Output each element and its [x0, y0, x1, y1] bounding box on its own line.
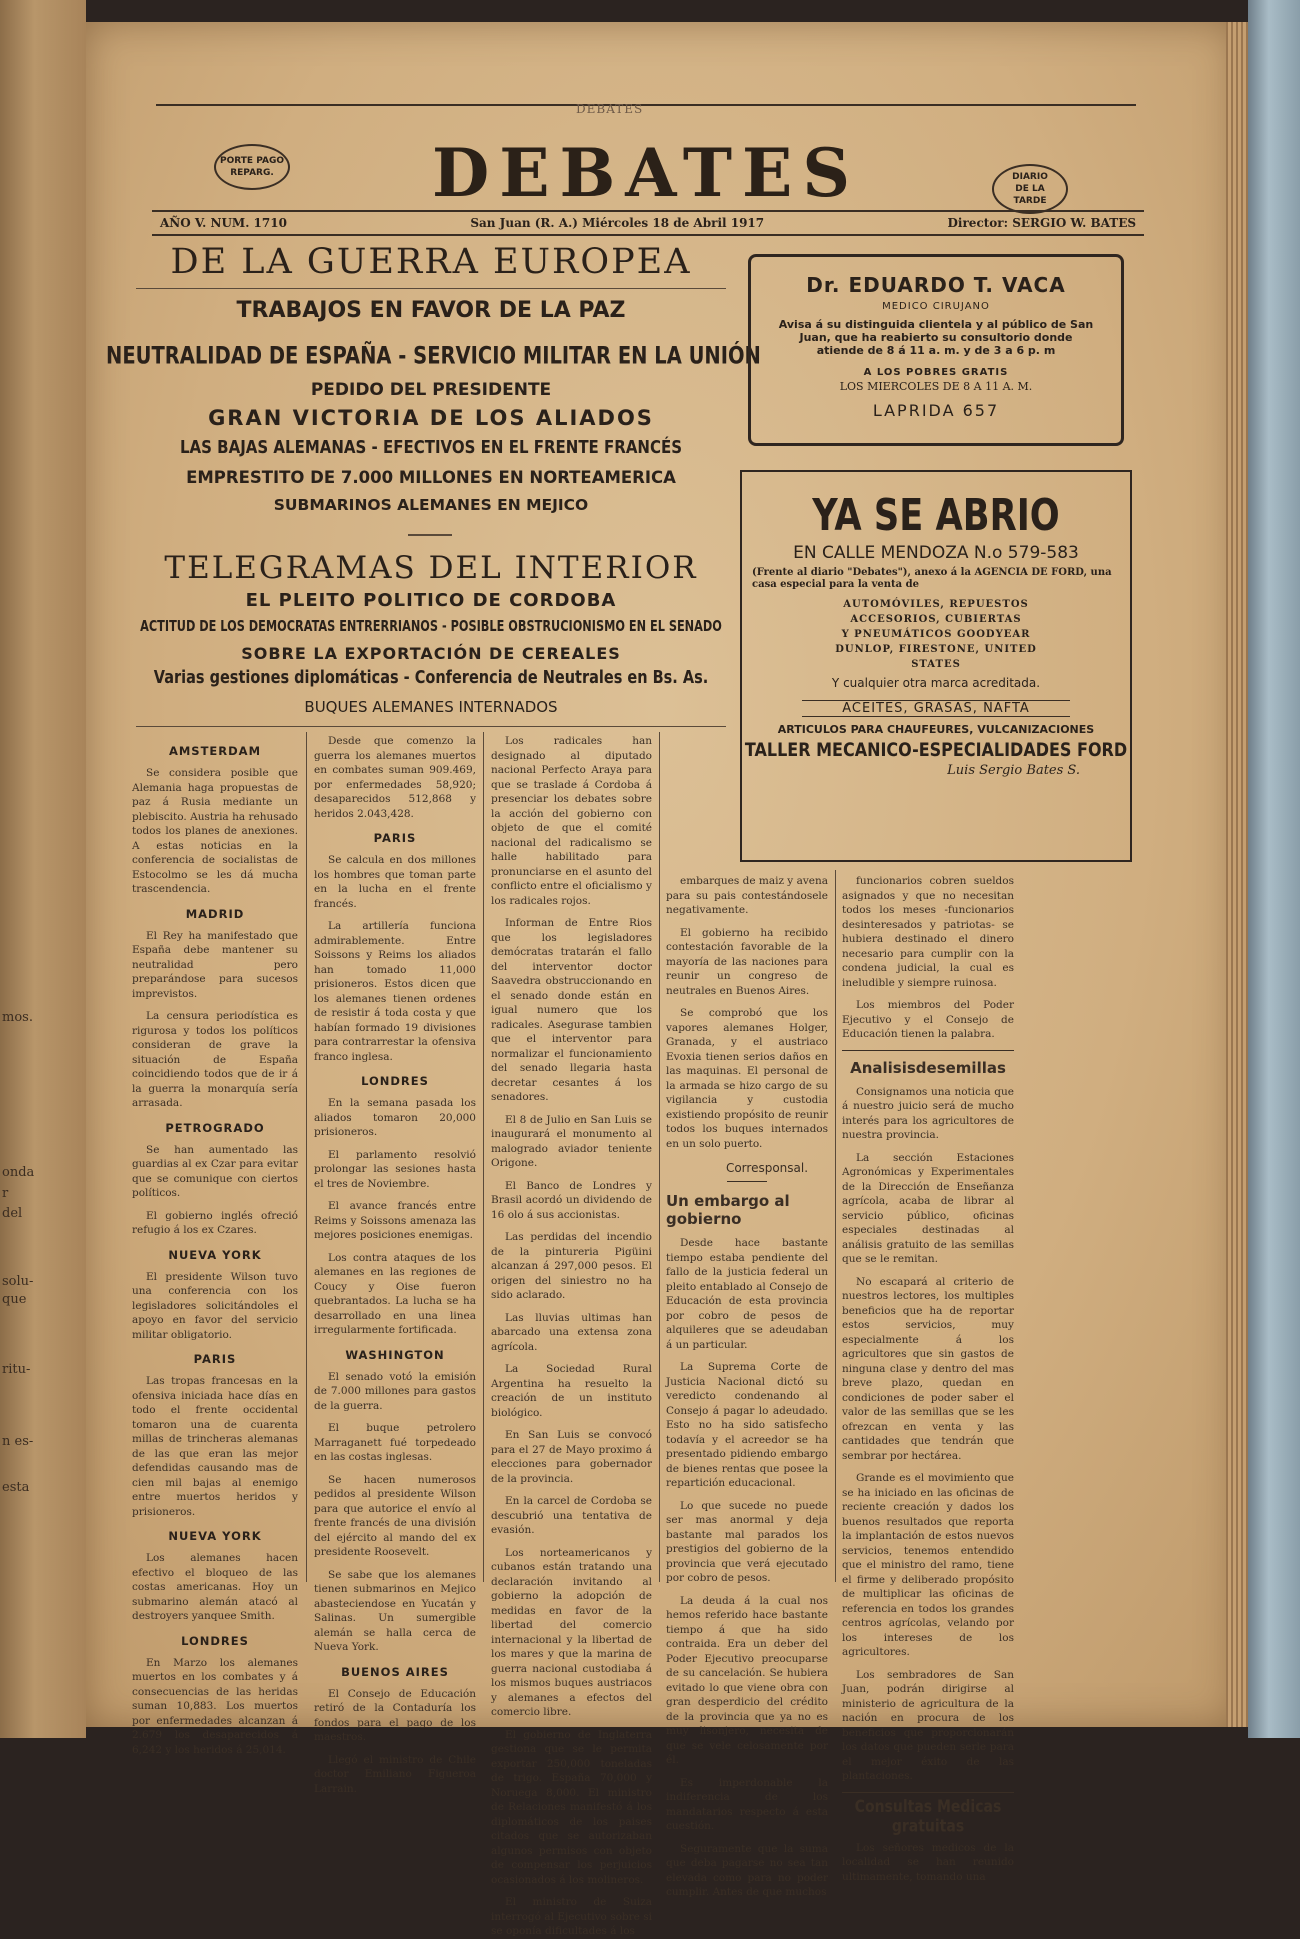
- margin-fragment: mos.: [2, 1010, 33, 1025]
- article-paragraph: Lo que sucede no puede ser mas anormal y deja bastante mal parados los prestigios del gobierno de la provincia que verá ejecutado por cobro de pesos.: [666, 1499, 828, 1584]
- war-subhead: NEUTRALIDAD DE ESPAÑA - SERVICIO MILITAR EN LA UNIÓN: [106, 341, 761, 370]
- ad-signature: Luis Sergio Bates S.: [947, 763, 1080, 778]
- section-heading: MADRID: [185, 906, 245, 921]
- margin-fragment: onda: [2, 1165, 35, 1180]
- article-paragraph: El Rey ha manifestado que España debe mantener su neutralidad pero preparándose para sucesos imprevistos.: [132, 929, 298, 1000]
- margin-fragment: n es-: [2, 1434, 34, 1449]
- divider: [842, 1792, 1014, 1793]
- column-1: [132, 734, 298, 1756]
- section-heading: WASHINGTON: [345, 1347, 445, 1362]
- article-paragraph: La censura periodística es rigurosa y todos los políticos consideran de grave la situación de España coincidiendo todos que de ir á la guerra la monarquía sería arrasada.: [132, 1010, 298, 1109]
- ford-agency-ad: [740, 470, 1132, 862]
- doctor-address: LAPRIDA 657: [872, 401, 1000, 420]
- margin-fragment: r: [2, 1186, 9, 1201]
- section-heading: NUEVA YORK: [168, 1529, 262, 1543]
- article-paragraph: El 8 de Julio en San Luis se inaugurará el monumento al malogrado aviador teniente Origone.: [491, 1113, 652, 1169]
- section-heading: LONDRES: [361, 1074, 429, 1088]
- article-paragraph: Se sabe que los alemanes tienen submarinos en Mejico abasteciendose en Yucatán y Salinas. Un sumergible alemán se halla cerca de Nueva York.: [314, 1568, 476, 1653]
- war-subhead: EMPRESTITO DE 7.000 MILLONES EN NORTEAMERICA: [186, 468, 676, 487]
- article-paragraph: Seguramente que la suma que deba pagarse no sea tan elevada como para no poder cumplir. Antes de que muchos: [666, 1842, 828, 1898]
- article-paragraph: Las tropas francesas en la ofensiva iniciada hace días en todo el frente occidental tomaron una de cuarenta millas de trincheras alemanas de las que eran las mejor defendidas causando mas de cien mil bajas al enemigo entre muertos heridos y prisioneros.: [132, 1375, 298, 1518]
- interior-subhead: SOBRE LA EXPORTACIÓN DE CEREALES: [241, 644, 621, 663]
- article-paragraph: Las perdidas del incendio de la pintureria Pigüini alcanzan á 297,000 pesos. El origen del siniestro no ha sido aclarado.: [491, 1231, 652, 1301]
- section-heading: NUEVA YORK: [168, 1247, 262, 1262]
- article-paragraph: Desde hace bastante tiempo estaba pendiente del fallo de la justicia federal un pleito entablado al Consejo de Educación de esta provincia por cobro de pesos de alquileres que se adeudaban á un particular.: [666, 1237, 828, 1351]
- ad-other: Y cualquier otra marca acreditada.: [831, 676, 1041, 690]
- article-paragraph: Los alemanes hacen efectivo el bloqueo de las costas americanas. Hoy un submarino alemán atacó al destroyers yanquee Smith.: [132, 1552, 298, 1622]
- article-paragraph: En Marzo los alemanes muertos en los combates y á consecuencias de las heridas suman 10,883. Los muertos por enfermedades alcanzan á 2.679 los desaparecidos á 6,242 y los heridos á 25,014.: [132, 1656, 298, 1756]
- article-headline: Un embargo al gobierno: [666, 1192, 790, 1228]
- article-paragraph: Se considera posible que Alemania haga propuestas de paz á Rusia mediante un plebiscito. Austria ha rehusado todos los planes de anexiones. A estas noticias en la conferencia de socialistas de Estocolmo se les dá mucha trascendencia.: [132, 767, 298, 895]
- article-paragraph: El gobierno de Inglaterra gestiona que se le permita exportar 250,000 toneladas de trigo. España 70,000 y Noruega 8,000. El ministro de Relaciones manifestó á los diplomáticos de los paises citados que se autorizaban algunos permisos con objeto de compensar los perjuicios ocasionados á los molineros.: [491, 1728, 652, 1886]
- article-paragraph: Grande es el movimiento que se ha iniciado en las oficinas de reciente creación y dados los buenos resultados que reporta la implantación de estos nuevos servicios, tenemos entendido que el ministro del ramo, tiene el firme y deliberado propósito de multiplicar las oficinas de referencia en todos los grandes centros agrícolas, velando por los intereses de los agricultores.: [842, 1472, 1014, 1658]
- interior-subhead: BUQUES ALEMANES INTERNADOS: [304, 698, 558, 716]
- article-paragraph: En San Luis se convocó para el 27 de Mayo proximo á elecciones para gobernador de la provincia.: [491, 1429, 652, 1485]
- article-paragraph: El ministro de Suiza interrogó al Ejecutivo sobre si se oponía dificultades á los: [491, 1896, 652, 1937]
- doctor-title: MEDICO CIRUJANO: [882, 301, 990, 312]
- ad-products: AUTOMÓVILES, REPUESTOS ACCESORIOS, CUBIERTAS Y PNEUMÁTICOS GOODYEAR DUNLOP, FIRESTONE, UNITED STATES: [835, 599, 1037, 670]
- column-2: [314, 734, 476, 1795]
- ad-articles: ARTICULOS PARA CHAUFEURES, VULCANIZACIONES: [777, 723, 1095, 736]
- article-paragraph: La deuda á la cual nos hemos referido hace bastante tiempo á que ha sido contraida. Era un deber del Poder Ejecutivo preocuparse de su cancelación. Se hubiera evitado lo que viene obra con gran desperdicio del crédito de la provincia que ya no es muy lisonjero, necesita de que se vele celosamente por él.: [666, 1594, 828, 1766]
- column-3: [491, 734, 652, 1937]
- binding-spine: [1226, 22, 1248, 1727]
- article-paragraph: Los contra ataques de los alemanes en las regiones de Coucy y Oise fueron quebrantados. La lucha se ha desarrollado en una linea irregularmente fortificada.: [314, 1251, 476, 1336]
- doctor-ad: [748, 254, 1124, 446]
- director: Director: SERGIO W. BATES: [947, 216, 1136, 230]
- article-paragraph: Informan de Entre Rios que los legisladores demócratas tratarán el fallo del interventor doctor Saavedra obstruccionando en el senado donde están en igual numero que los radicales. Asegurase tambien que el interventor para normalizar el funcionamiento del senado llegaria hasta decretar cesantes á los senadores.: [491, 917, 652, 1103]
- war-subhead: PEDIDO DEL PRESIDENTE: [310, 380, 552, 400]
- article-paragraph: El gobierno ha recibido contestación favorable de la mayoría de las naciones para reunir un congreso de neutrales en Buenos Aires.: [666, 926, 828, 997]
- newspaper-title: DEBATES: [431, 134, 860, 212]
- section-heading: LONDRES: [181, 1633, 249, 1648]
- diario-stamp: DIARIO DE LA TARDE: [992, 164, 1068, 214]
- war-subhead: SUBMARINOS ALEMANES EN MEJICO: [273, 496, 589, 514]
- ad-headline: YA SE ABRIO: [812, 490, 1060, 541]
- column-5: [842, 874, 1014, 1883]
- article-paragraph: El Banco de Londres y Brasil acordó un dividendo de 16 olo á sus accionistas.: [491, 1179, 652, 1221]
- article-paragraph: La sección Estaciones Agronómicas y Experimentales de la Dirección de Enseñanza agrícola, acaba de librar al servicio público, oficinas especiales destinadas al análisis gratuito de las semillas que se le remitan.: [842, 1151, 1014, 1265]
- margin-fragment: solu-: [2, 1274, 34, 1289]
- section-heading: AMSTERDAM: [168, 744, 262, 758]
- article-paragraph: Consignamos una noticia que á nuestro juicio será de mucho interés para los agricultores de nuestra provincia.: [842, 1085, 1014, 1141]
- article-paragraph: Es imperdonable la indiferencia de los mandatarios respecto á esta cuestión.: [666, 1776, 828, 1832]
- ad-street: EN CALLE MENDOZA N.o 579-583: [793, 543, 1079, 563]
- article-paragraph: Los norteamericanos y cubanos están tratando una declaración invitando al gobierno la adopción de medidas en favor de la libertad del comercio internacional y la libertad de los mares y que la marina de guerra nacional custodiaba á los mismos buques austriacos y alemanes a efectos del comercio libre.: [491, 1546, 652, 1718]
- divider: [842, 1050, 1014, 1051]
- ad-text: (Frente al diario "Debates"), anexo á la AGENCIA DE FORD, una casa especial para la venta de: [752, 567, 1112, 590]
- article-paragraph: embarques de maiz y avena para su pais contestándosele negativamente.: [666, 875, 829, 916]
- column-4: [666, 874, 829, 1898]
- article-paragraph: La Sociedad Rural Argentina ha resuelto la creación de un instituto biológico.: [491, 1363, 652, 1419]
- margin-fragment: que: [2, 1292, 27, 1307]
- article-paragraph: El senado votó la emisión de 7.000 millones para gastos de la guerra.: [314, 1370, 476, 1412]
- article-paragraph: La artillería funciona admirablemente. Entre Soissons y Reims los aliados han tomado 11,000 prisioneros. Estos dicen que los alemanes tienen ordenes de resistir á toda costa y que habían formado 19 divisiones para contrarrestar la ofensiva franco inglesa.: [314, 920, 476, 1063]
- article-paragraph: El avance francés entre Reims y Soissons amenaza las mejores posiciones enemigas.: [314, 1200, 476, 1241]
- place-date: San Juan (R. A.) Miércoles 18 de Abril 1917: [470, 216, 765, 230]
- ad-oils: ACEITES, GRASAS, NAFTA: [802, 700, 1070, 717]
- article-paragraph: No escapará al criterio de nuestros lectores, los multiples beneficios que ha de reportar estos servicios, muy especialmente á los agricultores que sin gastos de ninguna clase y dentro del mas breve plazo, quedan en condiciones de poder saber el valor de las semillas que se les ofrezcan en venta y las cantidades que tendrán que sembrar por hectárea.: [842, 1275, 1014, 1462]
- section-heading: PARIS: [193, 1352, 237, 1366]
- article-paragraph: Los miembros del Poder Ejecutivo y el Consejo de Educación tienen la palabra.: [842, 999, 1014, 1040]
- interior-subhead: Varias gestiones diplomáticas - Conferencia de Neutrales en Bs. As.: [153, 668, 709, 688]
- war-headline: DE LA GUERRA EUROPEA: [170, 242, 692, 282]
- article-paragraph: Las lluvias ultimas han abarcado una extensa zona agrícola.: [491, 1311, 652, 1353]
- doctor-text: Avisa á su distinguida clientela y al público de San Juan, que ha reabierto su consultorio donde atiende de 8 á 11 a. m. y de 3 a 6 p. m: [778, 318, 1094, 357]
- article-paragraph: En la semana pasada los aliados tomaron 20,000 prisioneros.: [314, 1097, 476, 1138]
- facing-page-edge: [0, 0, 86, 1738]
- correspondent-signature: Corresponsal.: [725, 1161, 809, 1175]
- dateline: [152, 210, 1144, 236]
- interior-subhead: ACTITUD DE LOS DEMOCRATAS ENTRERRIANOS - POSIBLE OBSTRUCIONISMO EN EL SENADO: [140, 618, 722, 635]
- issue-number: AÑO V. NUM. 1710: [160, 216, 287, 230]
- section-heading: BUENOS AIRES: [341, 1664, 449, 1679]
- masthead-rule: [156, 104, 1136, 106]
- article-paragraph: El presidente Wilson tuvo una conferencia con los legisladores solicitándoles el apoyo en favor del servicio militar obligatorio.: [132, 1270, 298, 1341]
- doctor-free-time: LOS MIERCOLES DE 8 A 11 A. M.: [839, 380, 1033, 393]
- porte-pago-stamp: PORTE PAGO REPARG.: [214, 144, 290, 190]
- article-paragraph: Los sembradores de San Juan, podrán dirigirse al ministerio de agricultura de la nación en procura de los beneficios que proporcionarán los datos que pueden serle para el mejor éxito de las plantaciones.: [842, 1668, 1014, 1782]
- divider: [727, 1181, 767, 1182]
- article-paragraph: Se calcula en dos millones los hombres que toman parte en la lucha en el frente francés.: [314, 854, 476, 910]
- article-paragraph: El buque petrolero Marraganett fué torpedeado en las costas inglesas.: [314, 1422, 476, 1463]
- article-paragraph: funcionarios cobren sueldos asignados y que no necesitan todos los meses -funcionarios desinteresados y patriotas- se hubiera destinado el dinero necesario para cumplir con la condena judicial, la cual es ineludible y siempre ruinosa.: [842, 875, 1014, 989]
- article-paragraph: Desde que comenzo la guerra los alemanes muertos en combates suman 909.469, por enfermedades 58,920; desaparecidos 512,868 y heridos 2.043,428.: [314, 735, 476, 820]
- article-paragraph: Se comprobó que los vapores alemanes Holger, Granada, y el austriaco Evoxia tienen serios daños en las maquinas. El personal de la armada se hizo cargo de su vigilancia y custodia existiendo propósito de reunir todos los buques internados en un solo puerto.: [666, 1007, 828, 1150]
- article-paragraph: El gobierno inglés ofreció refugio á los ex Czares.: [132, 1209, 298, 1236]
- folder-edge: [1248, 0, 1300, 1738]
- article-paragraph: Llegó el ministro de Chile doctor Emiliano Figueroa Larrain.: [314, 1753, 476, 1795]
- faint-header: DEBATES: [576, 102, 644, 116]
- interior-headline: TELEGRAMAS DEL INTERIOR: [164, 550, 698, 586]
- margin-fragment: del: [2, 1206, 23, 1221]
- war-subhead: LAS BAJAS ALEMANAS - EFECTIVOS EN EL FRENTE FRANCÉS: [179, 436, 683, 458]
- ad-workshop: TALLER MECANICO-ESPECIALIDADES FORD: [744, 738, 1128, 761]
- article-paragraph: El parlamento resolvió prolongar las sesiones hasta el tres de Noviembre.: [314, 1148, 476, 1190]
- war-subhead: GRAN VICTORIA DE LOS ALIADOS: [208, 406, 654, 430]
- margin-fragment: esta: [2, 1480, 30, 1495]
- article-headline: Consultas Medicas gratuitas: [854, 1797, 1002, 1836]
- margin-fragment: ritu-: [2, 1362, 31, 1377]
- article-headline: Analisisdesemillas: [850, 1058, 1006, 1077]
- article-paragraph: Los radicales han designado al diputado nacional Perfecto Araya para que se traslade á Cordoba á presenciar los debates sobre la acción del gobierno con objeto de que el comité nacional del radicalismo se halle habilitado para pronunciarse en el asunto del conflicto entre el oficialismo y los radicales rojos.: [491, 735, 652, 907]
- article-paragraph: En la carcel de Cordoba se descubrió una tentativa de evasión.: [491, 1495, 652, 1536]
- article-paragraph: Se han aumentado las guardias al ex Czar para evitar que se comunique con ciertos políticos.: [132, 1143, 298, 1199]
- article-paragraph: Los señores medicos de la localidad se han reunido ultimamente, tomando una: [842, 1841, 1014, 1883]
- section-heading: PETROGRADO: [165, 1120, 265, 1135]
- article-paragraph: La Suprema Corte de Justicia Nacional dictó su veredicto condenando al Consejo á pagar lo adeudado. Esto no ha sido satisfecho todavía y el acreedor se ha presentado pidiendo embargo de bienes rentas que posee la repartición educacional.: [666, 1361, 828, 1489]
- section-heading: PARIS: [373, 831, 417, 845]
- doctor-free: A LOS POBRES GRATIS: [863, 367, 1009, 378]
- interior-subhead: EL PLEITO POLITICO DE CORDOBA: [245, 590, 617, 611]
- newspaper-page: [86, 22, 1236, 1937]
- article-paragraph: Se hacen numerosos pedidos al presidente Wilson para que autorice el envío al frente francés de una división del ejército al mando del ex presidente Roosevelt.: [314, 1473, 476, 1558]
- article-paragraph: El Consejo de Educación retiró de la Contaduría los fondos para el pago de los maestros.: [314, 1687, 476, 1743]
- doctor-name: Dr. EDUARDO T. VACA: [806, 273, 1066, 297]
- war-subhead: TRABAJOS EN FAVOR DE LA PAZ: [236, 298, 626, 323]
